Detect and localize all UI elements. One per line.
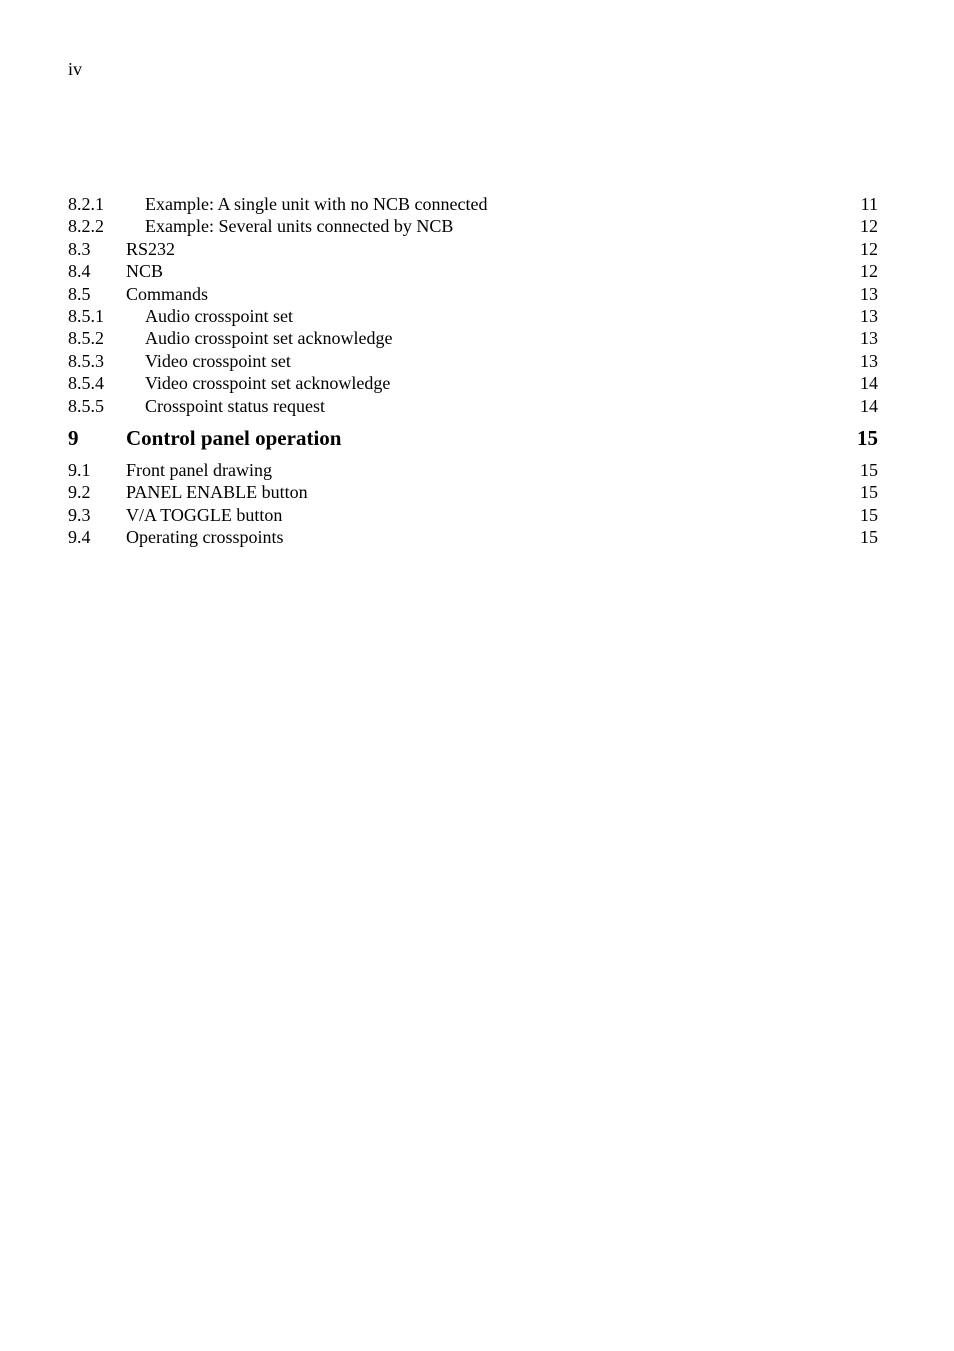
toc-entry-title: Operating crosspoints bbox=[126, 527, 284, 548]
toc-entry-number: 8.2.1 bbox=[68, 194, 104, 214]
toc-entry-number: 9.4 bbox=[68, 527, 91, 548]
toc-chapter-entry[interactable] bbox=[68, 426, 878, 448]
toc-entry-title: Front panel drawing bbox=[126, 459, 272, 480]
toc-entry[interactable] bbox=[68, 459, 878, 481]
table-of-contents bbox=[68, 193, 878, 548]
toc-entry[interactable] bbox=[68, 372, 878, 394]
toc-entry-page: 12 bbox=[860, 238, 878, 259]
toc-entry-number: 8.5.5 bbox=[68, 395, 104, 416]
toc-entry-page: 12 bbox=[860, 216, 878, 237]
toc-entry[interactable] bbox=[68, 350, 878, 372]
toc-entry-title: NCB bbox=[126, 261, 164, 282]
toc-entry[interactable] bbox=[68, 215, 878, 237]
toc-entry[interactable] bbox=[68, 238, 878, 260]
toc-entry-page: 15 bbox=[857, 425, 878, 450]
toc-entry[interactable] bbox=[68, 481, 878, 503]
toc-entry-page: 15 bbox=[860, 504, 878, 525]
toc-entry[interactable] bbox=[68, 395, 878, 417]
toc-entry[interactable] bbox=[68, 526, 878, 548]
toc-entry-number: 9.2 bbox=[68, 482, 91, 503]
toc-entry[interactable] bbox=[68, 327, 878, 349]
toc-entry-number: 8.2.2 bbox=[68, 216, 104, 237]
toc-entry[interactable] bbox=[68, 504, 878, 526]
toc-entry[interactable] bbox=[68, 283, 878, 305]
toc-entry-number: 9 bbox=[68, 425, 79, 450]
toc-entry-number: 8.5 bbox=[68, 283, 91, 304]
toc-entry-page: 12 bbox=[860, 261, 878, 282]
toc-entry-page: 13 bbox=[860, 350, 878, 371]
toc-entry-number: 8.5.4 bbox=[68, 373, 104, 394]
toc-entry-number: 8.5.2 bbox=[68, 328, 104, 349]
toc-entry-page: 15 bbox=[860, 482, 878, 503]
toc-entry-title: PANEL ENABLE button bbox=[126, 482, 308, 503]
toc-entry-page: 13 bbox=[860, 305, 878, 326]
toc-entry-title: Video crosspoint set bbox=[145, 350, 291, 371]
toc-entry-page: 15 bbox=[860, 459, 878, 480]
toc-entry-number: 8.4 bbox=[68, 261, 91, 282]
toc-entry-title: Crosspoint status request bbox=[145, 395, 325, 416]
toc-entry-page: 14 bbox=[860, 373, 878, 394]
toc-entry-number: 8.3 bbox=[68, 238, 91, 259]
toc-entry-page: 11 bbox=[860, 194, 878, 214]
toc-entry-title: V/A TOGGLE button bbox=[126, 504, 283, 525]
toc-entry-number: 9.1 bbox=[68, 459, 91, 480]
toc-entry-page: 13 bbox=[860, 328, 878, 349]
toc-entry-title: RS232 bbox=[126, 238, 176, 259]
toc-entry-title: Commands bbox=[126, 283, 209, 304]
toc-entry[interactable] bbox=[68, 193, 878, 215]
toc-entry-title: Audio crosspoint set acknowledge bbox=[145, 328, 393, 349]
toc-entry-number: 9.3 bbox=[68, 504, 91, 525]
toc-entry-title: Audio crosspoint set bbox=[145, 305, 293, 326]
toc-entry-title: Control panel operation bbox=[126, 425, 342, 450]
toc-entry-title: Example: Several units connected by NCB bbox=[145, 216, 454, 237]
toc-entry-number: 8.5.1 bbox=[68, 305, 104, 326]
toc-entry-title: Example: A single unit with no NCB connected bbox=[145, 194, 488, 214]
toc-entry-number: 8.5.3 bbox=[68, 350, 104, 371]
toc-entry[interactable] bbox=[68, 305, 878, 327]
toc-entry-page: 13 bbox=[860, 283, 878, 304]
toc-entry-title: Video crosspoint set acknowledge bbox=[145, 373, 391, 394]
toc-entry-page: 14 bbox=[860, 395, 878, 416]
toc-entry[interactable] bbox=[68, 260, 878, 282]
page-number: iv bbox=[68, 59, 83, 79]
toc-entry-page: 15 bbox=[860, 527, 878, 548]
